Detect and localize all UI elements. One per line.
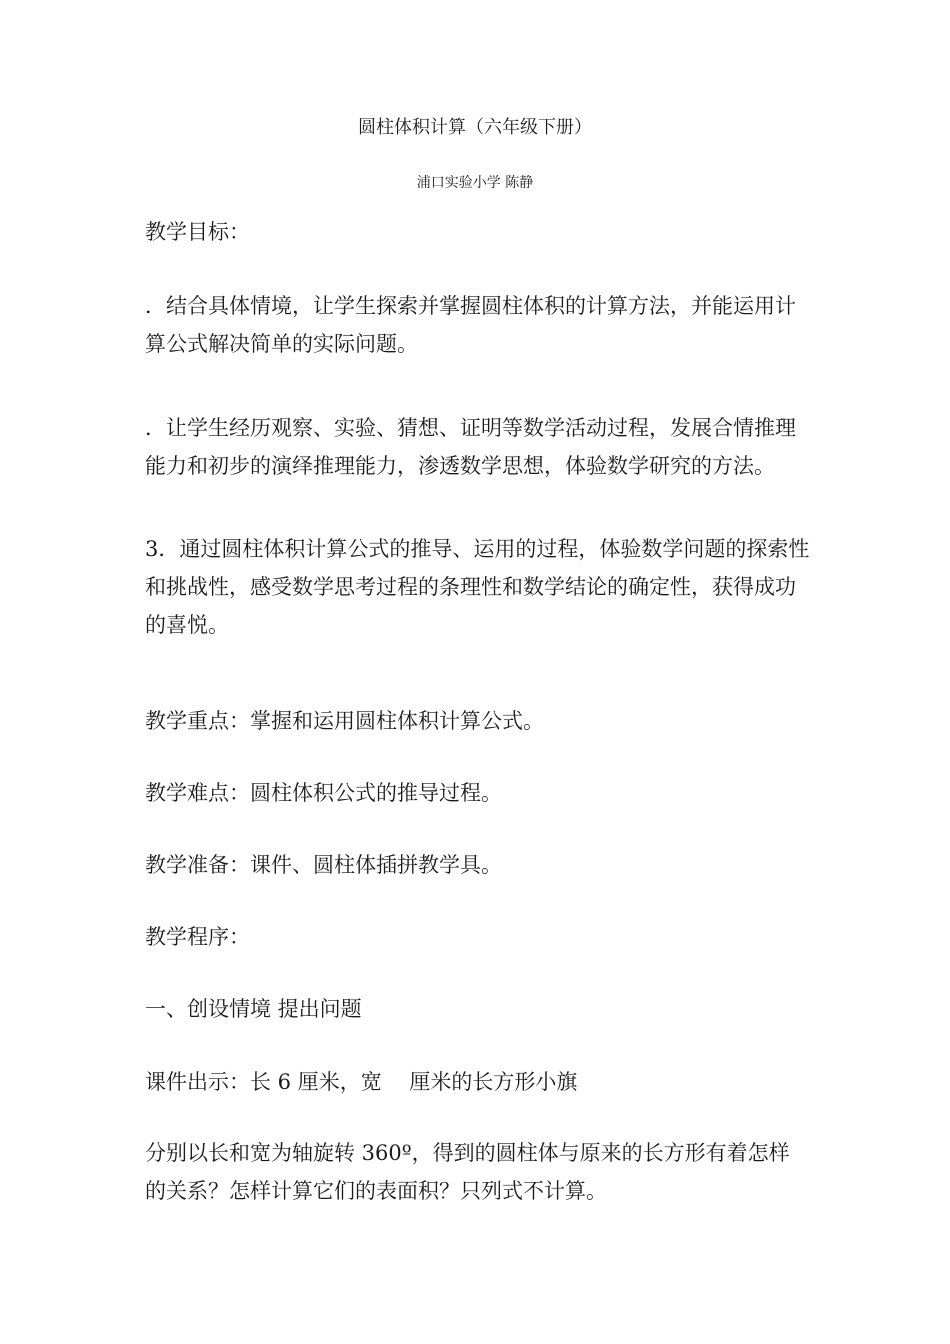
rotation-question: 分别以长和宽为轴旋转 360º，得到的圆柱体与原来的长方形有着怎样的关系？怎样计算它们的表面积？只列式不计算。 [145, 1141, 790, 1203]
heading-teaching-goals: 教学目标： [145, 220, 250, 244]
goal-item-1: ．结合具体情境，让学生探索并掌握圆柱体积的计算方法，并能运用计算公式解决简单的实际问题。 [145, 294, 796, 356]
goal-item-2: ．让学生经历观察、实验、猜想、证明等数学活动过程，发展合情推理能力和初步的演绎推理能力，渗透数学思想，体验数学研究的方法。 [145, 416, 796, 478]
teaching-difficulty: 教学难点：圆柱体积公式的推导过程。 [145, 781, 502, 805]
teaching-preparation: 教学准备：课件、圆柱体插拼教学具。 [145, 853, 502, 877]
goal-item-3: 3．通过圆柱体积计算公式的推导、运用的过程，体验数学问题的探索性和挑战性，感受数学思考过程的条理性和数学结论的确定性，获得成功的喜悦。 [145, 537, 810, 637]
heading-teaching-procedure: 教学程序： [145, 925, 250, 949]
courseware-display: 课件出示：长 6 厘米，宽 厘米的长方形小旗 [145, 1070, 578, 1094]
section-heading-1: 一、创设情境 提出问题 [145, 997, 362, 1021]
document-author: 浦口实验小学 陈静 [416, 175, 534, 191]
teaching-key-point: 教学重点：掌握和运用圆柱体积计算公式。 [145, 709, 544, 733]
document-title: 圆柱体积计算（六年级下册） [358, 117, 592, 138]
